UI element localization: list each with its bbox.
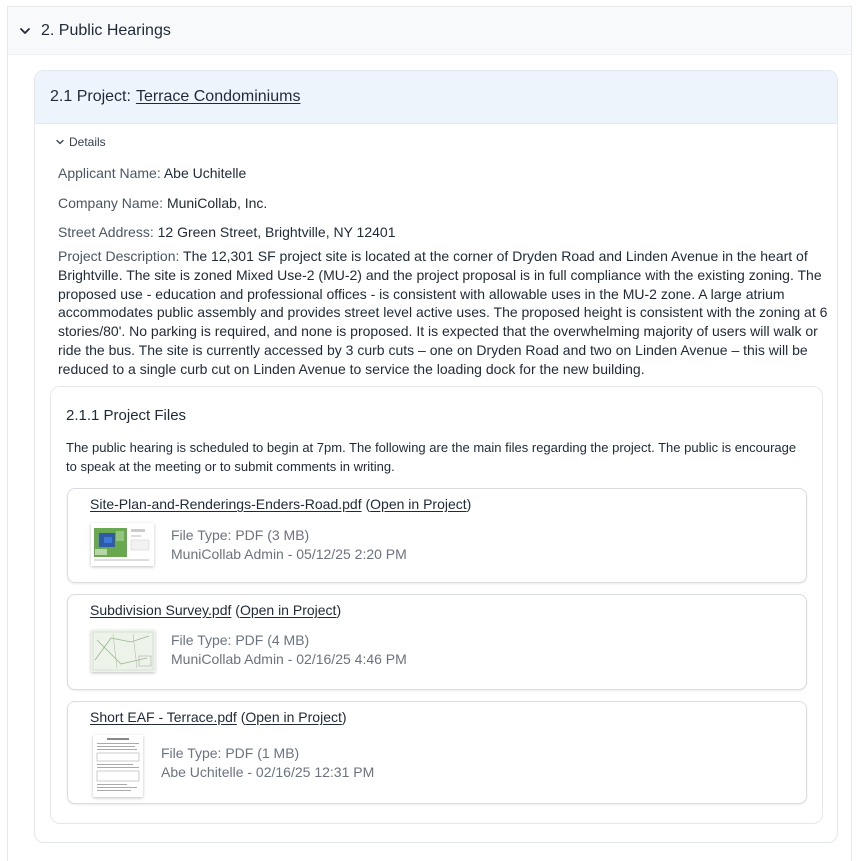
file-link[interactable]: Subdivision Survey.pdf	[90, 602, 232, 618]
project-description	[58, 247, 830, 379]
description-line: stories/80'. No parking is required, and none is proposed. It is expected that the overwhelming majority of users will walk or	[58, 323, 818, 340]
project-files-card	[50, 386, 823, 824]
intro-line: to speak at the meeting or to submit comments in writing.	[66, 458, 395, 474]
file-title-row: Subdivision Survey.pdf (Open in Project)	[90, 602, 342, 618]
applicant-label: Applicant Name:	[58, 165, 161, 181]
address-value: 12 Green Street, Brightville, NY 12401	[157, 224, 396, 240]
file-title-row: Site-Plan-and-Renderings-Enders-Road.pdf (Open in Project)	[90, 496, 472, 512]
open-in-project-link[interactable]: Open in Project	[239, 602, 337, 618]
file-link[interactable]: Short EAF - Terrace.pdf	[90, 709, 237, 725]
file-thumbnail[interactable]	[91, 523, 154, 566]
file-link[interactable]: Site-Plan-and-Renderings-Enders-Road.pdf	[90, 496, 362, 512]
details-toggle[interactable]	[55, 135, 106, 149]
file-thumbnail[interactable]	[93, 735, 143, 797]
chevron-down-icon	[55, 137, 65, 147]
description-label: Project Description:	[58, 248, 180, 264]
project-prefix: 2.1 Project:	[50, 88, 131, 105]
applicant-value: Abe Uchitelle	[163, 165, 247, 181]
description-line: reduced to a single curb cut on Linden Avenue to service the loading dock for the new building.	[58, 360, 645, 377]
company-value: MuniCollab, Inc.	[166, 195, 268, 211]
address-label: Street Address:	[58, 224, 154, 240]
chevron-down-icon[interactable]	[18, 24, 32, 38]
file-uploaded: Abe Uchitelle - 02/16/25 12:31 PM	[161, 764, 375, 780]
company-label: Company Name:	[58, 195, 164, 211]
description-line: Brightville. The site is zoned Mixed Use-2 (MU-2) and the project proposal is in full compliance with the existing zoning. The	[58, 266, 822, 283]
description-line: proposed use - education and professional offices - is consistent with allowable uses in the MU-2 zone. A large atrium	[58, 285, 785, 302]
file-meta	[161, 744, 374, 782]
file-meta	[171, 526, 407, 564]
file-type: File Type: PDF (1 MB)	[161, 745, 300, 761]
description-line: The 12,301 SF project site is located at the corner of Dryden Road and Linden Avenue in the heart of	[183, 248, 808, 264]
file-type: File Type: PDF (3 MB)	[171, 527, 310, 543]
file-uploaded: MuniCollab Admin - 02/16/25 4:46 PM	[171, 651, 407, 667]
open-in-project-link[interactable]: Open in Project	[245, 709, 342, 725]
intro-line: The public hearing is scheduled to begin at 7pm. The following are the main files regarding the project. The public is encourage	[66, 440, 797, 455]
file-title-row: Short EAF - Terrace.pdf (Open in Project)	[90, 709, 347, 725]
project-name-link[interactable]: Terrace Condominiums	[135, 88, 301, 105]
file-uploaded: MuniCollab Admin - 05/12/25 2:20 PM	[171, 546, 407, 562]
project-card	[34, 70, 838, 843]
details-label: Details	[69, 135, 106, 149]
section-header[interactable]	[8, 7, 851, 55]
open-in-project-link[interactable]: Open in Project	[370, 496, 467, 512]
file-item	[67, 488, 807, 583]
description-line: accommodates public assembly and provides street level active uses. The proposed height is consistent with the zoning at 6	[58, 304, 828, 321]
section-title: 2. Public Hearings	[41, 21, 171, 39]
description-line: ride the bus. The site is currently accessed by 3 curb cuts – one on Dryden Road and two on Linden Avenue – this will be	[58, 341, 808, 358]
files-intro	[66, 439, 811, 476]
file-item	[67, 701, 807, 804]
applicant-field	[58, 165, 246, 181]
file-type: File Type: PDF (4 MB)	[171, 632, 310, 648]
public-hearings-panel	[7, 6, 852, 861]
company-field	[58, 195, 267, 211]
project-header	[35, 71, 837, 124]
file-thumbnail[interactable]	[91, 630, 155, 672]
files-title: 2.1.1 Project Files	[66, 407, 187, 424]
file-meta	[171, 631, 407, 669]
file-item	[67, 594, 807, 690]
address-field	[58, 224, 396, 240]
